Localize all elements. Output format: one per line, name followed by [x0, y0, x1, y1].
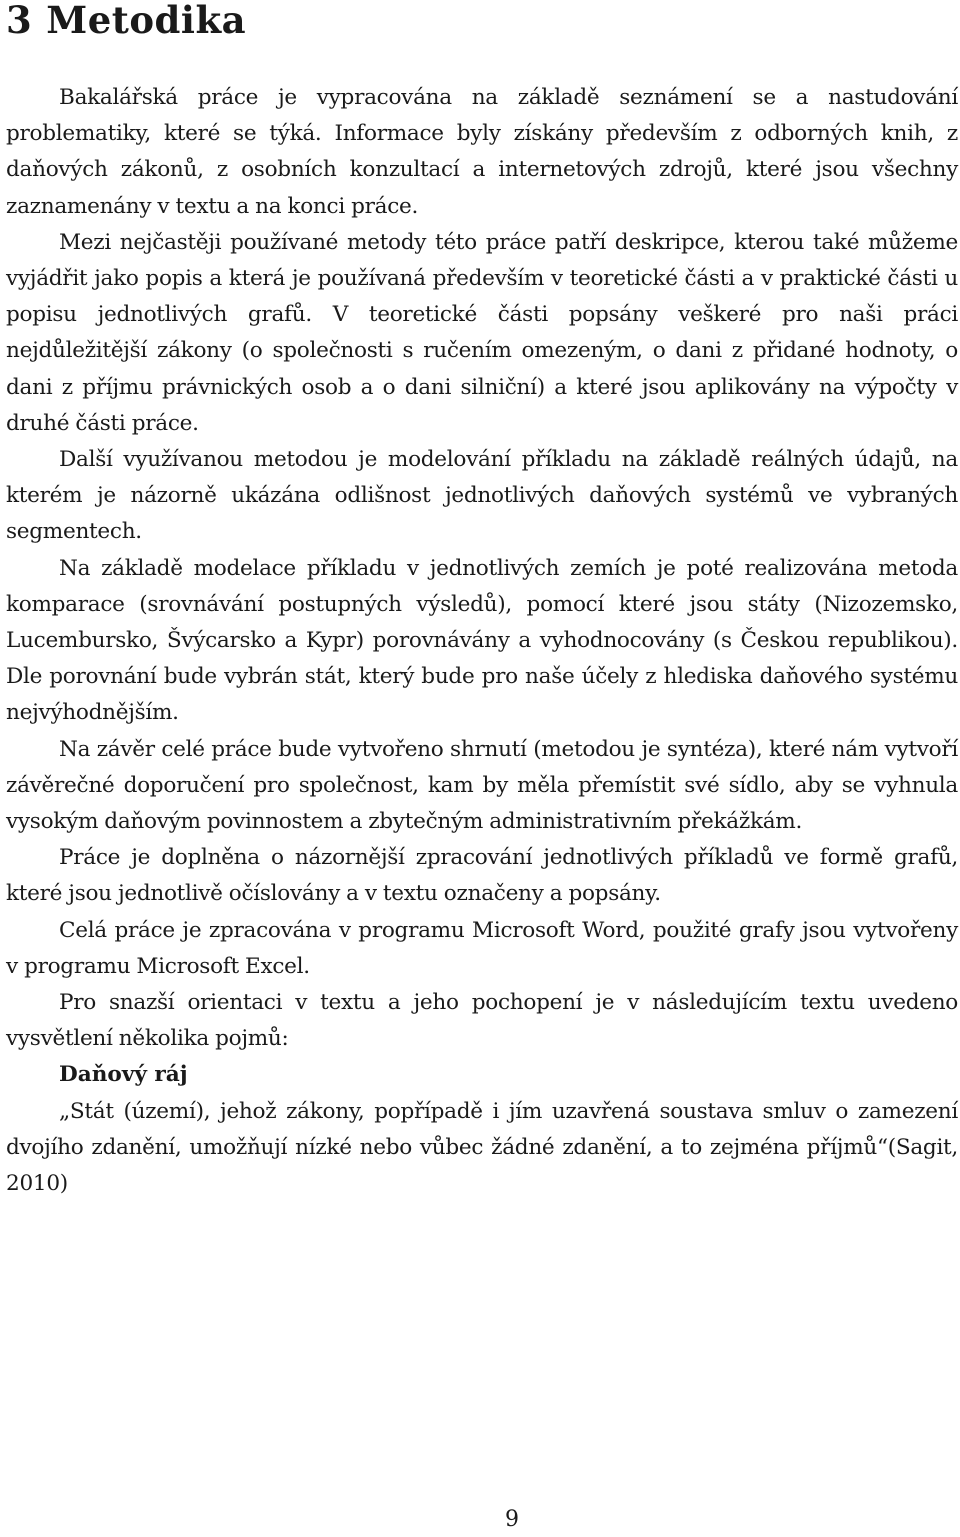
document-page — [6, 0, 958, 1202]
paragraph-modelling-method: Další využívanou metodou je modelování příkladu na základě reálných údajů, na kterém je názorně ukázána odlišnost jednotlivých daňových systémů ve vybraných segmentech. — [6, 447, 958, 545]
chapter-title: Metodika — [46, 0, 247, 42]
term-definition: „Stát (území), jehož zákony, popřípadě i jím uzavřená soustava smluv o zamezení dvojího zdanění, umožňují nízké nebo vůbec žádné zdanění, a to zejména příjmů“(Sagit, 2010) — [6, 1098, 958, 1197]
paragraph-terms-intro: Pro snazší orientaci v textu a jeho pochopení je v následujícím textu uvedeno vysvětlení několika pojmů: — [6, 990, 958, 1052]
term-heading: Daňový ráj — [59, 1062, 188, 1088]
paragraph-comparison-method: Na základě modelace příkladu v jednotlivých zemích je poté realizována metoda komparace (srovnávání postupných výsledů), pomocí které jsou státy (Nizozemsko, Lucembursko, Švýcarsko a Kypr) porovnávány a vyhodnocovány (s Českou republikou). Dle porovnání bude vybrán stát, který bude pro naše účely z hlediska daňového systému nejvýhodnějším. — [6, 555, 958, 726]
paragraph-synthesis: Na závěr celé práce bude vytvořeno shrnutí (metodou je syntéza), které nám vytvoří závěrečné doporučení pro společnost, kam by měla přemístit své sídlo, aby se vyhnula vysokým daňovým povinnostem a zbytečným administrativním překážkám. — [6, 736, 958, 835]
page-number: 9 — [505, 1507, 519, 1532]
paragraph-graphs: Práce je doplněna o názornější zpracování jednotlivých příkladů ve formě grafů, které jsou jednotlivě očíslovány a v textu označeny a popsány. — [6, 845, 958, 907]
chapter-heading — [6, 0, 958, 40]
chapter-body — [6, 80, 958, 1202]
chapter-number: 3 — [6, 0, 33, 42]
paragraph-intro: Bakalářská práce je vypracována na základě seznámení se a nastudování problematiky, které se týká. Informace byly získány především z odborných knih, z daňových zákonů, z osobních konzultací a internetových zdrojů, které jsou všechny zaznamenány v textu a na konci práce. — [6, 85, 958, 219]
paragraph-software: Celá práce je zpracována v programu Microsoft Word, použité grafy jsou vytvořeny v programu Microsoft Excel. — [6, 917, 958, 979]
paragraph-description-method: Mezi nejčastěji používané metody této práce patří deskripce, kterou také můžeme vyjádřit jako popis a která je používaná především v teoretické části a v praktické části u popisu jednotlivých grafů. V teoretické části popsány veškeré pro naši práci nejdůležitější zákony (o společnosti s ručením omezeným, o dani z přidané hodnoty, o dani z příjmu právnických osob a o dani silniční) a které jsou aplikovány na výpočty v druhé části práce. — [6, 229, 958, 436]
